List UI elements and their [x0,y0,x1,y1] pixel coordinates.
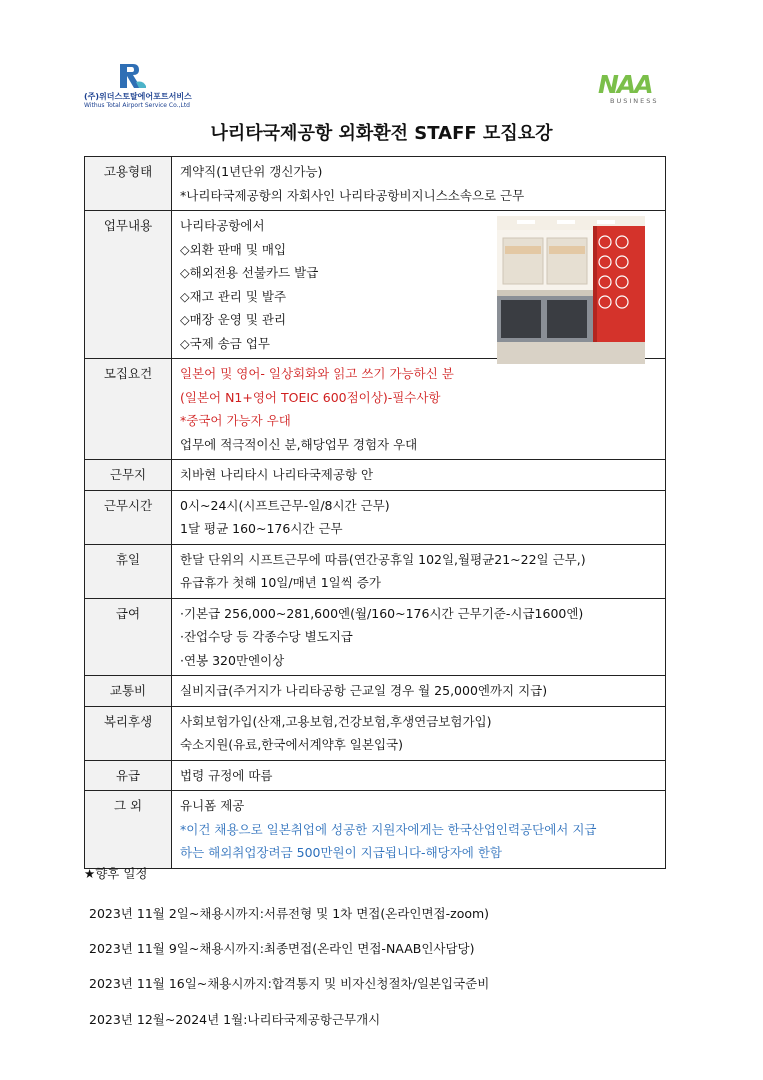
row-line: ·기본급 256,000~281,600엔(월/160~176시간 근무기준-시급1600엔) [180,605,584,621]
company-logo-icon [117,62,147,90]
row-label: 업무내용 [103,218,153,233]
company-logo [84,62,214,112]
row-value-cell [172,598,666,676]
table-row [85,706,666,760]
company-name-en: Withus Total Airport Service Co.,Ltd [84,102,190,109]
naa-business-logo [596,70,676,108]
row-label-cell [85,706,172,760]
row-label-cell [85,460,172,491]
table-row [85,157,666,211]
row-value-cell [172,544,666,598]
row-line: 한달 단위의 시프트근무에 따름(연간공휴일 102일,월평균21~22일 근무,) [180,551,586,567]
row-line: ◇매장 운영 및 관리 [180,312,287,327]
row-line: 0시~24시(시프트근무-일/8시간 근무) [180,497,390,513]
row-line: 유급휴가 첫해 10일/매년 1일씩 증가 [180,575,381,590]
naa-logo-sub: BUSINESS [610,97,659,105]
row-label-cell [85,598,172,676]
row-line: ◇해외전용 선불카드 발급 [180,265,319,280]
row-line: 일본어 및 영어- 일상회화와 읽고 쓰기 가능하신 분 [180,366,454,381]
schedule-section [84,864,490,1027]
row-line: 하는 해외취업장려금 500만원이 지급됩니다-해당자에 한함 [180,845,502,860]
row-value-cell [172,760,666,791]
row-line: 치바현 나리타시 나리타국제공항 안 [180,467,374,482]
row-value-cell [172,359,666,460]
row-label: 그 외 [113,798,143,813]
row-value-cell [172,676,666,707]
row-label: 모집요건 [103,366,153,381]
row-line: ·잔업수당 등 각종수당 별도지급 [180,629,353,644]
schedule-item: 2023년 11월 9일~채용시까지:최종면접(온라인 면접-NAAB인사담당) [89,941,475,956]
row-value-cell [172,211,666,359]
row-line: ◇외환 판매 및 매입 [180,241,287,257]
row-label: 급여 [115,605,141,621]
row-value-cell [172,460,666,491]
table-row [85,544,666,598]
table-row [85,760,666,791]
table-row [85,211,666,359]
row-label-cell [85,544,172,598]
row-line: *나리타국제공항의 자회사인 나리타공항비지니스소속으로 근무 [180,187,525,203]
schedule-item: 2023년 11월 2일~채용시까지:서류전형 및 1차 면접(온라인면접-zoom) [89,906,490,921]
row-line: 나리타공항에서 [180,218,265,233]
table-row [85,791,666,869]
row-line: 업무에 적극적이신 분,해당업무 경험자 우대 [180,436,418,452]
table-row [85,676,666,707]
row-line: 실비지급(주거지가 나리타공항 근교일 경우 월 25,000엔까지 지급) [180,683,548,698]
naa-logo-text: NAA [598,70,652,99]
row-label: 복리후생 [103,713,153,729]
exchange-counter-photo [497,216,645,364]
row-label-cell [85,157,172,211]
row-line: ◇재고 관리 및 발주 [180,288,287,304]
row-line: *이건 채용으로 일본취업에 성공한 지원자에게는 한국산업인력공단에서 지급 [180,821,597,837]
row-label-cell [85,676,172,707]
row-value-cell [172,791,666,869]
row-label: 유급 [115,767,141,783]
row-label-cell [85,211,172,359]
row-line: (일본어 N1+영어 TOEIC 600점이상)-필수사항 [180,389,441,405]
row-line: 법령 규정에 따름 [180,767,273,783]
table-row [85,359,666,460]
row-line: 계약직(1년단위 갱신가능) [180,164,323,179]
row-line: *중국어 가능자 우대 [180,413,291,428]
row-label-cell [85,359,172,460]
row-line: 숙소지원(유료,한국에서계약후 일본입국) [180,737,403,752]
row-line: 1달 평균 160~176시간 근무 [180,521,343,536]
row-value-cell [172,490,666,544]
row-label: 교통비 [109,683,147,698]
row-line: 사회보험가입(산재,고용보험,건강보험,후생연금보험가입) [180,713,492,729]
row-label-cell [85,791,172,869]
row-line: 유니폼 제공 [180,798,245,813]
page-title: 나리타국제공항 외화환전 STAFF 모집요강 [210,123,553,144]
row-label: 근무시간 [103,497,153,513]
table-row [85,490,666,544]
row-line: ·연봉 320만엔이상 [180,652,285,668]
table-row [85,460,666,491]
row-label: 휴일 [115,551,141,567]
row-line: ◇국제 송금 업무 [180,335,271,351]
row-value-cell [172,157,666,211]
table-row [85,598,666,676]
company-name-ko: (주)위더스토탈에어포트서비스 [84,92,192,101]
row-label: 고용형태 [103,164,153,179]
row-label-cell [85,760,172,791]
schedule-heading: ★향후 일정 [84,866,148,881]
row-label-cell [85,490,172,544]
recruitment-table [84,156,666,869]
row-label: 근무지 [109,467,147,482]
schedule-item: 2023년 12월~2024년 1월:나리타국제공항근무개시 [89,1012,381,1027]
row-value-cell [172,706,666,760]
schedule-item: 2023년 11월 16일~채용시까지:합격통지 및 비자신청절차/일본입국준비 [89,976,490,991]
